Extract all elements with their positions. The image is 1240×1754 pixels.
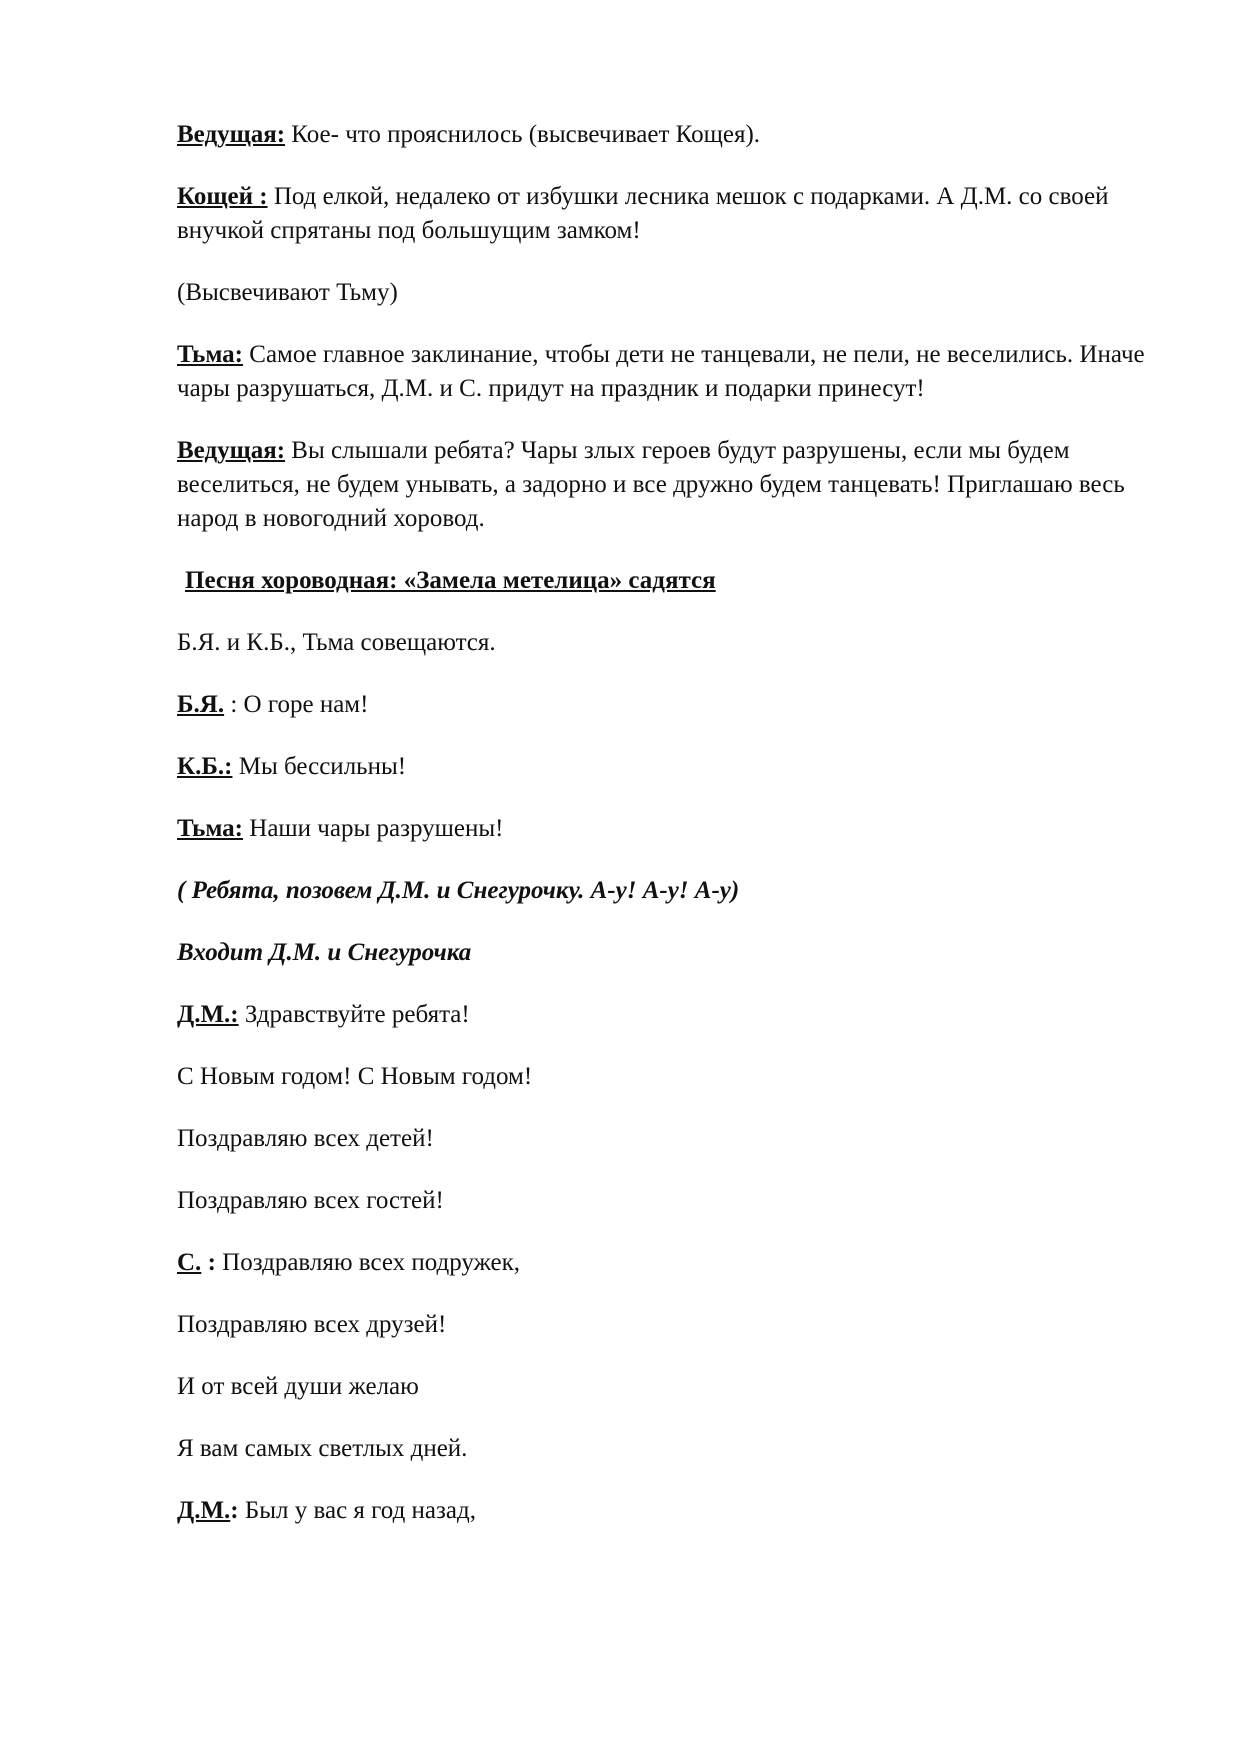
dialogue-line [177,434,1167,536]
speaker-name: Б.Я. [177,691,225,718]
dialogue-line [177,1246,1167,1280]
verse-text: С Новым годом! С Новым годом! [177,1063,533,1090]
dialogue-line [177,750,1167,784]
dialogue-line [177,338,1167,406]
song-heading [177,564,1167,598]
dialogue-text: Наши чары разрушены! [243,815,504,842]
stage-direction [177,276,1167,310]
verse-line [177,1370,1167,1404]
document-page [177,118,1167,1556]
dialogue-text: Мы бессильны! [232,753,407,780]
dialogue-line [177,688,1167,722]
stage-direction-text: ( Ребята, позовем Д.М. и Снегурочку. А-у! А-у! А-у) [177,877,740,904]
verse-text: И от всей души желаю [177,1373,419,1400]
speaker-name: Ведущая: [177,121,286,148]
dialogue-line [177,118,1167,152]
verse-text: Поздравляю всех гостей! [177,1187,444,1214]
dialogue-text: Был у вас я год назад, [238,1497,476,1524]
dialogue-line [177,812,1167,846]
dialogue-text: Здравствуйте ребята! [238,1001,470,1028]
speaker-colon: : [201,1249,216,1276]
verse-line [177,1432,1167,1466]
speaker-name: С. [177,1249,202,1276]
verse-text: Поздравляю всех детей! [177,1125,434,1152]
speaker-name: Ведущая: [177,437,286,464]
speaker-name: Тьма: [177,815,244,842]
dialogue-text: Вы слышали ребята? Чары злых героев будут разрушены, если мы будем веселиться, не будем унывать, а задорно и все дружно будем танцевать! Приглашаю весь народ в новогодний хоровод. [177,437,1125,532]
speaker-name: Кощей : [177,183,268,210]
dialogue-line [177,1494,1167,1528]
stage-direction-text: Б.Я. и К.Б., Тьма совещаются. [177,629,496,656]
stage-direction [177,874,1167,908]
dialogue-line [177,180,1167,248]
song-heading-text: Песня хороводная: «Замела метелица» садятся [185,567,716,594]
dialogue-text: Под елкой, недалеко от избушки лесника мешок с подарками. А Д.М. со своей внучкой спрятаны под большущим замком! [177,183,1109,244]
verse-line [177,1122,1167,1156]
verse-text: Поздравляю всех друзей! [177,1311,447,1338]
speaker-colon: : [230,1497,239,1524]
dialogue-line [177,998,1167,1032]
stage-direction [177,626,1167,660]
dialogue-text: Кое- что прояснилось (высвечивает Кощея). [285,121,761,148]
speaker-name: Д.М.: [177,1001,239,1028]
speaker-name: Тьма: [177,341,244,368]
stage-direction-text: Входит Д.М. и Снегурочка [177,939,472,966]
speaker-name: Д.М. [177,1497,231,1524]
speaker-name: К.Б.: [177,753,233,780]
verse-text: Я вам самых светлых дней. [177,1435,468,1462]
stage-direction-text: (Высвечивают Тьму) [177,279,398,306]
dialogue-text: Поздравляю всех подружек, [215,1249,521,1276]
verse-line [177,1308,1167,1342]
verse-line [177,1060,1167,1094]
dialogue-text: Самое главное заклинание, чтобы дети не танцевали, не пели, не веселились. Иначе чары разрушаться, Д.М. и С. придут на праздник и подарки принесут! [177,341,1145,402]
dialogue-text: : О горе нам! [224,691,369,718]
verse-line [177,1184,1167,1218]
stage-direction [177,936,1167,970]
